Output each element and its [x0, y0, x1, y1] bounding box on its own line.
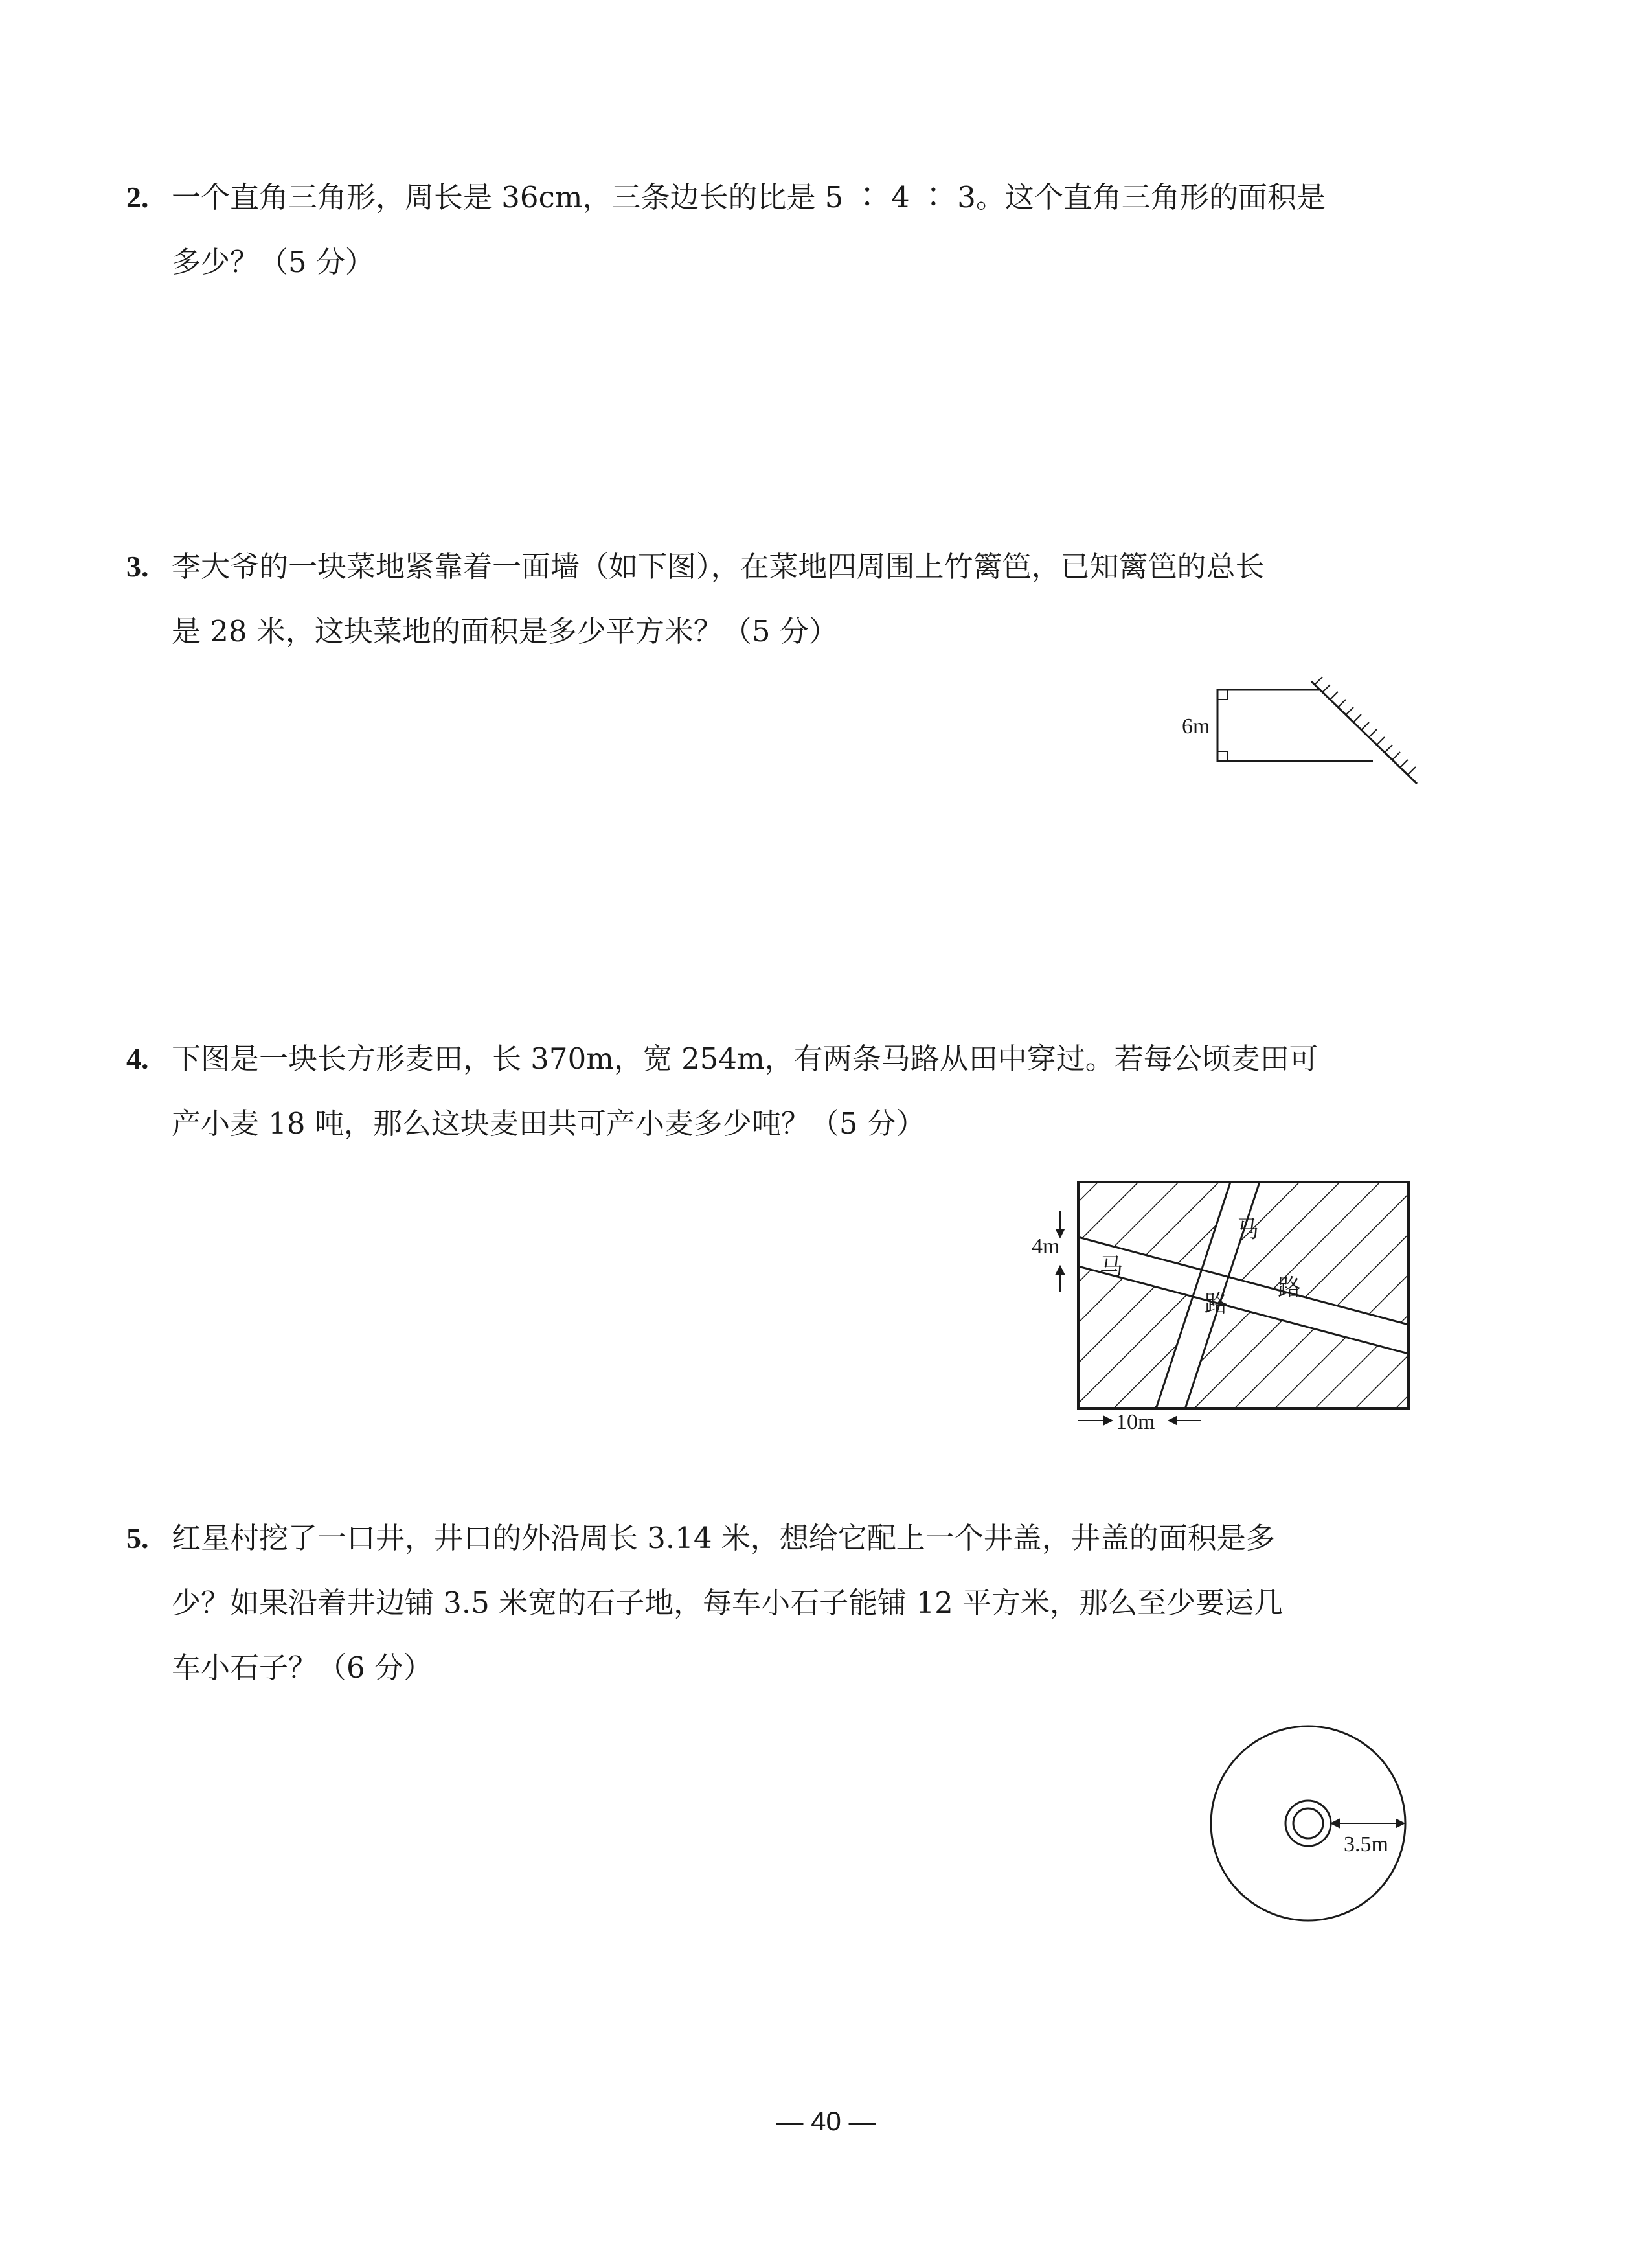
road-char-4: 路 — [1278, 1275, 1302, 1301]
side-length-label: 6m — [1182, 714, 1210, 738]
right-angle-mark-bottom — [1217, 751, 1227, 761]
problem-text-line: 少？如果沿着井边铺 3.5 米宽的石子地，每车小石子能铺 12 平方米，那么至少要运几 — [172, 1586, 1284, 1620]
road-char-3: 马 — [1236, 1216, 1260, 1243]
wall-line — [1311, 681, 1417, 784]
road-char-1: 马 — [1100, 1254, 1124, 1281]
problem-text-line: 是 28 米，这块菜地的面积是多少平方米？（5 分） — [172, 614, 838, 648]
road-char-2: 路 — [1205, 1291, 1228, 1317]
bottom-width-label: 10m — [1116, 1410, 1155, 1434]
problem-text-line: 一个直角三角形，周长是 36cm，三条边长的比是 5 ∶ 4 ∶ 3。这个直角三角形的面积是 — [172, 180, 1326, 214]
problem-text-line: 红星村挖了一口井，井口的外沿周长 3.14 米，想给它配上一个井盖，井盖的面积是多 — [172, 1521, 1275, 1555]
trapezoid-garden-figure — [1179, 674, 1425, 790]
road-width-label: 4m — [1032, 1235, 1060, 1259]
problem-number: 5. — [126, 1521, 149, 1555]
well-inner-rim — [1293, 1808, 1323, 1838]
page-number: — 40 — — [776, 2106, 876, 2136]
problem-text-line: 李大爷的一块菜地紧靠着一面墙（如下图），在菜地四周围上竹篱笆，已知篱笆的总长 — [172, 549, 1265, 584]
problem-text-line: 车小石子？（6 分） — [172, 1650, 433, 1685]
problem-number: 3. — [126, 550, 149, 583]
well-figure — [1205, 1720, 1412, 1927]
wheat-field-figure — [1026, 1172, 1415, 1444]
problem-number: 2. — [126, 181, 149, 214]
right-angle-mark-top — [1217, 690, 1227, 700]
problem-text-line: 下图是一块长方形麦田，长 370m，宽 254m，有两条马路从田中穿过。若每公顷麦田可 — [172, 1042, 1318, 1076]
width-arrow — [1331, 1819, 1404, 1827]
garden-fence-outline — [1217, 690, 1373, 761]
problem-text-line: 产小麦 18 吨，那么这块麦田共可产小麦多少吨？（5 分） — [172, 1106, 925, 1141]
wall-hatching — [1315, 677, 1416, 775]
problem-number: 4. — [126, 1042, 149, 1075]
gravel-width-label: 3.5m — [1344, 1832, 1388, 1856]
problem-text-line: 多少？（5 分） — [172, 245, 374, 279]
